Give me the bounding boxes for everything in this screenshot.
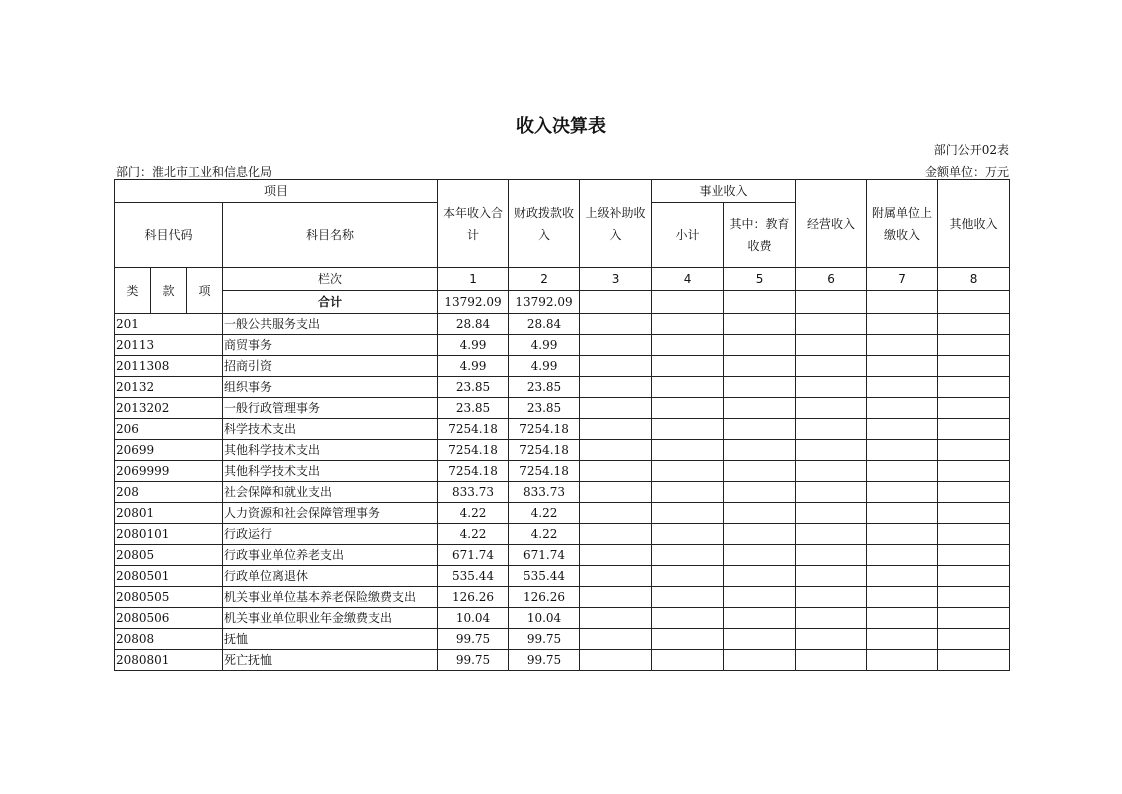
subject-name: 机关事业单位基本养老保险缴费支出 [223, 587, 438, 608]
empty-cell [652, 356, 724, 377]
subject-code: 208 [115, 482, 223, 503]
total-income-value: 7254.18 [438, 461, 509, 482]
empty-cell [796, 608, 867, 629]
empty-cell [938, 482, 1010, 503]
empty-cell [652, 650, 724, 671]
empty-cell [796, 482, 867, 503]
subject-name: 人力资源和社会保障管理事务 [223, 503, 438, 524]
subject-name: 抚恤 [223, 629, 438, 650]
empty-cell [796, 545, 867, 566]
fiscal-income-value: 23.85 [509, 377, 580, 398]
header-affiliated-income: 附属单位上缴收入 [867, 180, 938, 268]
header-business-income: 事业收入 [652, 180, 796, 203]
subject-name: 组织事务 [223, 377, 438, 398]
subject-name: 招商引资 [223, 356, 438, 377]
department-label: 部门：淮北市工业和信息化局 [116, 165, 273, 179]
empty-cell [652, 398, 724, 419]
total-income-value: 4.22 [438, 524, 509, 545]
empty-cell [724, 608, 796, 629]
empty-cell [867, 650, 938, 671]
empty-cell [796, 335, 867, 356]
column-index: 3 [580, 268, 652, 291]
empty-cell [938, 314, 1010, 335]
empty-cell [724, 629, 796, 650]
subject-name: 其他科学技术支出 [223, 440, 438, 461]
empty-cell [867, 419, 938, 440]
table-row [115, 419, 1010, 440]
header-operating-income: 经营收入 [796, 180, 867, 268]
fiscal-income-value: 99.75 [509, 650, 580, 671]
header-total-income: 本年收入合计 [438, 180, 509, 268]
total-income-value: 535.44 [438, 566, 509, 587]
subject-code: 2080506 [115, 608, 223, 629]
empty-cell [938, 377, 1010, 398]
table-row [115, 608, 1010, 629]
empty-cell [724, 314, 796, 335]
empty-cell [867, 587, 938, 608]
table-row [115, 461, 1010, 482]
empty-cell [580, 545, 652, 566]
fiscal-income-value: 4.99 [509, 335, 580, 356]
empty-cell [796, 291, 867, 314]
empty-cell [867, 377, 938, 398]
empty-cell [580, 291, 652, 314]
empty-cell [652, 503, 724, 524]
empty-cell [796, 419, 867, 440]
table-row [115, 440, 1010, 461]
empty-cell [724, 524, 796, 545]
empty-cell [938, 398, 1010, 419]
subject-code: 206 [115, 419, 223, 440]
total-income-value: 10.04 [438, 608, 509, 629]
empty-cell [724, 482, 796, 503]
empty-cell [652, 545, 724, 566]
empty-cell [796, 566, 867, 587]
subject-name: 行政单位离退休 [223, 566, 438, 587]
fiscal-income-value: 28.84 [509, 314, 580, 335]
empty-cell [580, 503, 652, 524]
empty-cell [652, 314, 724, 335]
column-index: 4 [652, 268, 724, 291]
header-lanci: 栏次 [223, 268, 438, 291]
column-index: 1 [438, 268, 509, 291]
empty-cell [796, 356, 867, 377]
subject-name: 社会保障和就业支出 [223, 482, 438, 503]
empty-cell [724, 566, 796, 587]
total-income-value: 671.74 [438, 545, 509, 566]
empty-cell [652, 335, 724, 356]
column-index: 2 [509, 268, 580, 291]
subject-code: 20699 [115, 440, 223, 461]
table-row [115, 398, 1010, 419]
empty-cell [580, 419, 652, 440]
sum-fiscal-income: 13792.09 [509, 291, 580, 314]
subject-code: 2080101 [115, 524, 223, 545]
empty-cell [796, 629, 867, 650]
subject-name: 死亡抚恤 [223, 650, 438, 671]
header-fiscal-income: 财政拨款收入 [509, 180, 580, 268]
empty-cell [724, 587, 796, 608]
table-row [115, 503, 1010, 524]
table-row [115, 482, 1010, 503]
empty-cell [867, 545, 938, 566]
fiscal-income-value: 7254.18 [509, 419, 580, 440]
fiscal-income-value: 7254.18 [509, 440, 580, 461]
table-row [115, 545, 1010, 566]
sum-label: 合计 [223, 291, 438, 314]
header-subject-code: 科目代码 [115, 203, 223, 268]
total-income-value: 23.85 [438, 377, 509, 398]
empty-cell [580, 461, 652, 482]
empty-cell [724, 335, 796, 356]
empty-cell [867, 335, 938, 356]
empty-cell [580, 629, 652, 650]
amount-unit-label: 金额单位：万元 [924, 165, 1009, 179]
empty-cell [796, 314, 867, 335]
empty-cell [580, 440, 652, 461]
subject-code: 20805 [115, 545, 223, 566]
empty-cell [867, 356, 938, 377]
empty-cell [724, 461, 796, 482]
total-income-value: 23.85 [438, 398, 509, 419]
total-income-value: 28.84 [438, 314, 509, 335]
empty-cell [867, 482, 938, 503]
empty-cell [580, 566, 652, 587]
total-income-value: 7254.18 [438, 440, 509, 461]
table-row [115, 524, 1010, 545]
total-income-value: 4.99 [438, 335, 509, 356]
empty-cell [867, 440, 938, 461]
empty-cell [796, 461, 867, 482]
empty-cell [724, 398, 796, 419]
empty-cell [867, 566, 938, 587]
empty-cell [724, 291, 796, 314]
sum-total-income: 13792.09 [438, 291, 509, 314]
subject-code: 2080505 [115, 587, 223, 608]
subject-name: 科学技术支出 [223, 419, 438, 440]
table-row [115, 377, 1010, 398]
column-index: 8 [938, 268, 1010, 291]
empty-cell [796, 587, 867, 608]
header-other-income: 其他收入 [938, 180, 1010, 268]
subject-code: 2011308 [115, 356, 223, 377]
page-title: 收入决算表 [516, 116, 606, 137]
table-row [115, 629, 1010, 650]
fiscal-income-value: 4.22 [509, 524, 580, 545]
empty-cell [867, 608, 938, 629]
fiscal-income-value: 4.22 [509, 503, 580, 524]
empty-cell [652, 377, 724, 398]
subject-code: 20808 [115, 629, 223, 650]
header-education-fee: 其中：教育收费 [724, 203, 796, 268]
subject-name: 商贸事务 [223, 335, 438, 356]
subject-code: 2080501 [115, 566, 223, 587]
empty-cell [724, 356, 796, 377]
total-income-value: 126.26 [438, 587, 509, 608]
empty-cell [580, 650, 652, 671]
empty-cell [652, 524, 724, 545]
empty-cell [938, 608, 1010, 629]
empty-cell [580, 608, 652, 629]
empty-cell [938, 356, 1010, 377]
fiscal-income-value: 99.75 [509, 629, 580, 650]
fiscal-income-value: 833.73 [509, 482, 580, 503]
empty-cell [652, 608, 724, 629]
subject-code: 20113 [115, 335, 223, 356]
subject-name: 一般公共服务支出 [223, 314, 438, 335]
empty-cell [580, 482, 652, 503]
empty-cell [652, 419, 724, 440]
empty-cell [938, 524, 1010, 545]
fiscal-income-value: 126.26 [509, 587, 580, 608]
header-subject-name: 科目名称 [223, 203, 438, 268]
empty-cell [724, 545, 796, 566]
empty-cell [652, 587, 724, 608]
header-superior-income: 上级补助收入 [580, 180, 652, 268]
header-kuan: 款 [151, 268, 187, 314]
empty-cell [938, 291, 1010, 314]
empty-cell [796, 440, 867, 461]
empty-cell [652, 440, 724, 461]
empty-cell [796, 398, 867, 419]
subject-code: 20801 [115, 503, 223, 524]
empty-cell [867, 503, 938, 524]
empty-cell [938, 650, 1010, 671]
empty-cell [580, 398, 652, 419]
total-income-value: 4.22 [438, 503, 509, 524]
total-income-value: 833.73 [438, 482, 509, 503]
empty-cell [867, 461, 938, 482]
fiscal-income-value: 671.74 [509, 545, 580, 566]
subject-code: 2080801 [115, 650, 223, 671]
empty-cell [724, 650, 796, 671]
empty-cell [796, 650, 867, 671]
table-row [115, 314, 1010, 335]
header-subtotal: 小计 [652, 203, 724, 268]
column-index: 7 [867, 268, 938, 291]
column-index: 5 [724, 268, 796, 291]
empty-cell [724, 419, 796, 440]
empty-cell [938, 461, 1010, 482]
table-row [115, 335, 1010, 356]
empty-cell [938, 503, 1010, 524]
empty-cell [938, 419, 1010, 440]
total-income-value: 4.99 [438, 356, 509, 377]
fiscal-income-value: 4.99 [509, 356, 580, 377]
total-income-value: 7254.18 [438, 419, 509, 440]
fiscal-income-value: 535.44 [509, 566, 580, 587]
empty-cell [938, 440, 1010, 461]
subject-name: 机关事业单位职业年金缴费支出 [223, 608, 438, 629]
fiscal-income-value: 10.04 [509, 608, 580, 629]
header-lei: 类 [115, 268, 151, 314]
total-income-value: 99.75 [438, 650, 509, 671]
form-number: 部门公开02表 [933, 143, 1009, 157]
empty-cell [724, 377, 796, 398]
table-row [115, 650, 1010, 671]
empty-cell [867, 524, 938, 545]
empty-cell [938, 335, 1010, 356]
fiscal-income-value: 7254.18 [509, 461, 580, 482]
fiscal-income-value: 23.85 [509, 398, 580, 419]
header-xiang: 项 [187, 268, 223, 314]
empty-cell [724, 503, 796, 524]
empty-cell [652, 566, 724, 587]
empty-cell [938, 587, 1010, 608]
subject-code: 20132 [115, 377, 223, 398]
empty-cell [796, 377, 867, 398]
empty-cell [724, 440, 796, 461]
empty-cell [938, 545, 1010, 566]
income-table [114, 179, 1010, 671]
empty-cell [867, 629, 938, 650]
header-project: 项目 [115, 180, 438, 203]
empty-cell [652, 482, 724, 503]
empty-cell [867, 291, 938, 314]
subject-code: 201 [115, 314, 223, 335]
empty-cell [580, 587, 652, 608]
subject-code: 2013202 [115, 398, 223, 419]
empty-cell [652, 629, 724, 650]
empty-cell [867, 314, 938, 335]
empty-cell [796, 503, 867, 524]
table-row [115, 587, 1010, 608]
table-row [115, 356, 1010, 377]
empty-cell [652, 291, 724, 314]
subject-name: 行政运行 [223, 524, 438, 545]
empty-cell [580, 314, 652, 335]
column-index: 6 [796, 268, 867, 291]
empty-cell [580, 377, 652, 398]
empty-cell [652, 461, 724, 482]
subject-name: 其他科学技术支出 [223, 461, 438, 482]
table-row [115, 566, 1010, 587]
empty-cell [796, 524, 867, 545]
empty-cell [580, 335, 652, 356]
subject-code: 2069999 [115, 461, 223, 482]
empty-cell [580, 524, 652, 545]
empty-cell [938, 566, 1010, 587]
empty-cell [867, 398, 938, 419]
subject-name: 一般行政管理事务 [223, 398, 438, 419]
empty-cell [938, 629, 1010, 650]
subject-name: 行政事业单位养老支出 [223, 545, 438, 566]
empty-cell [580, 356, 652, 377]
total-income-value: 99.75 [438, 629, 509, 650]
